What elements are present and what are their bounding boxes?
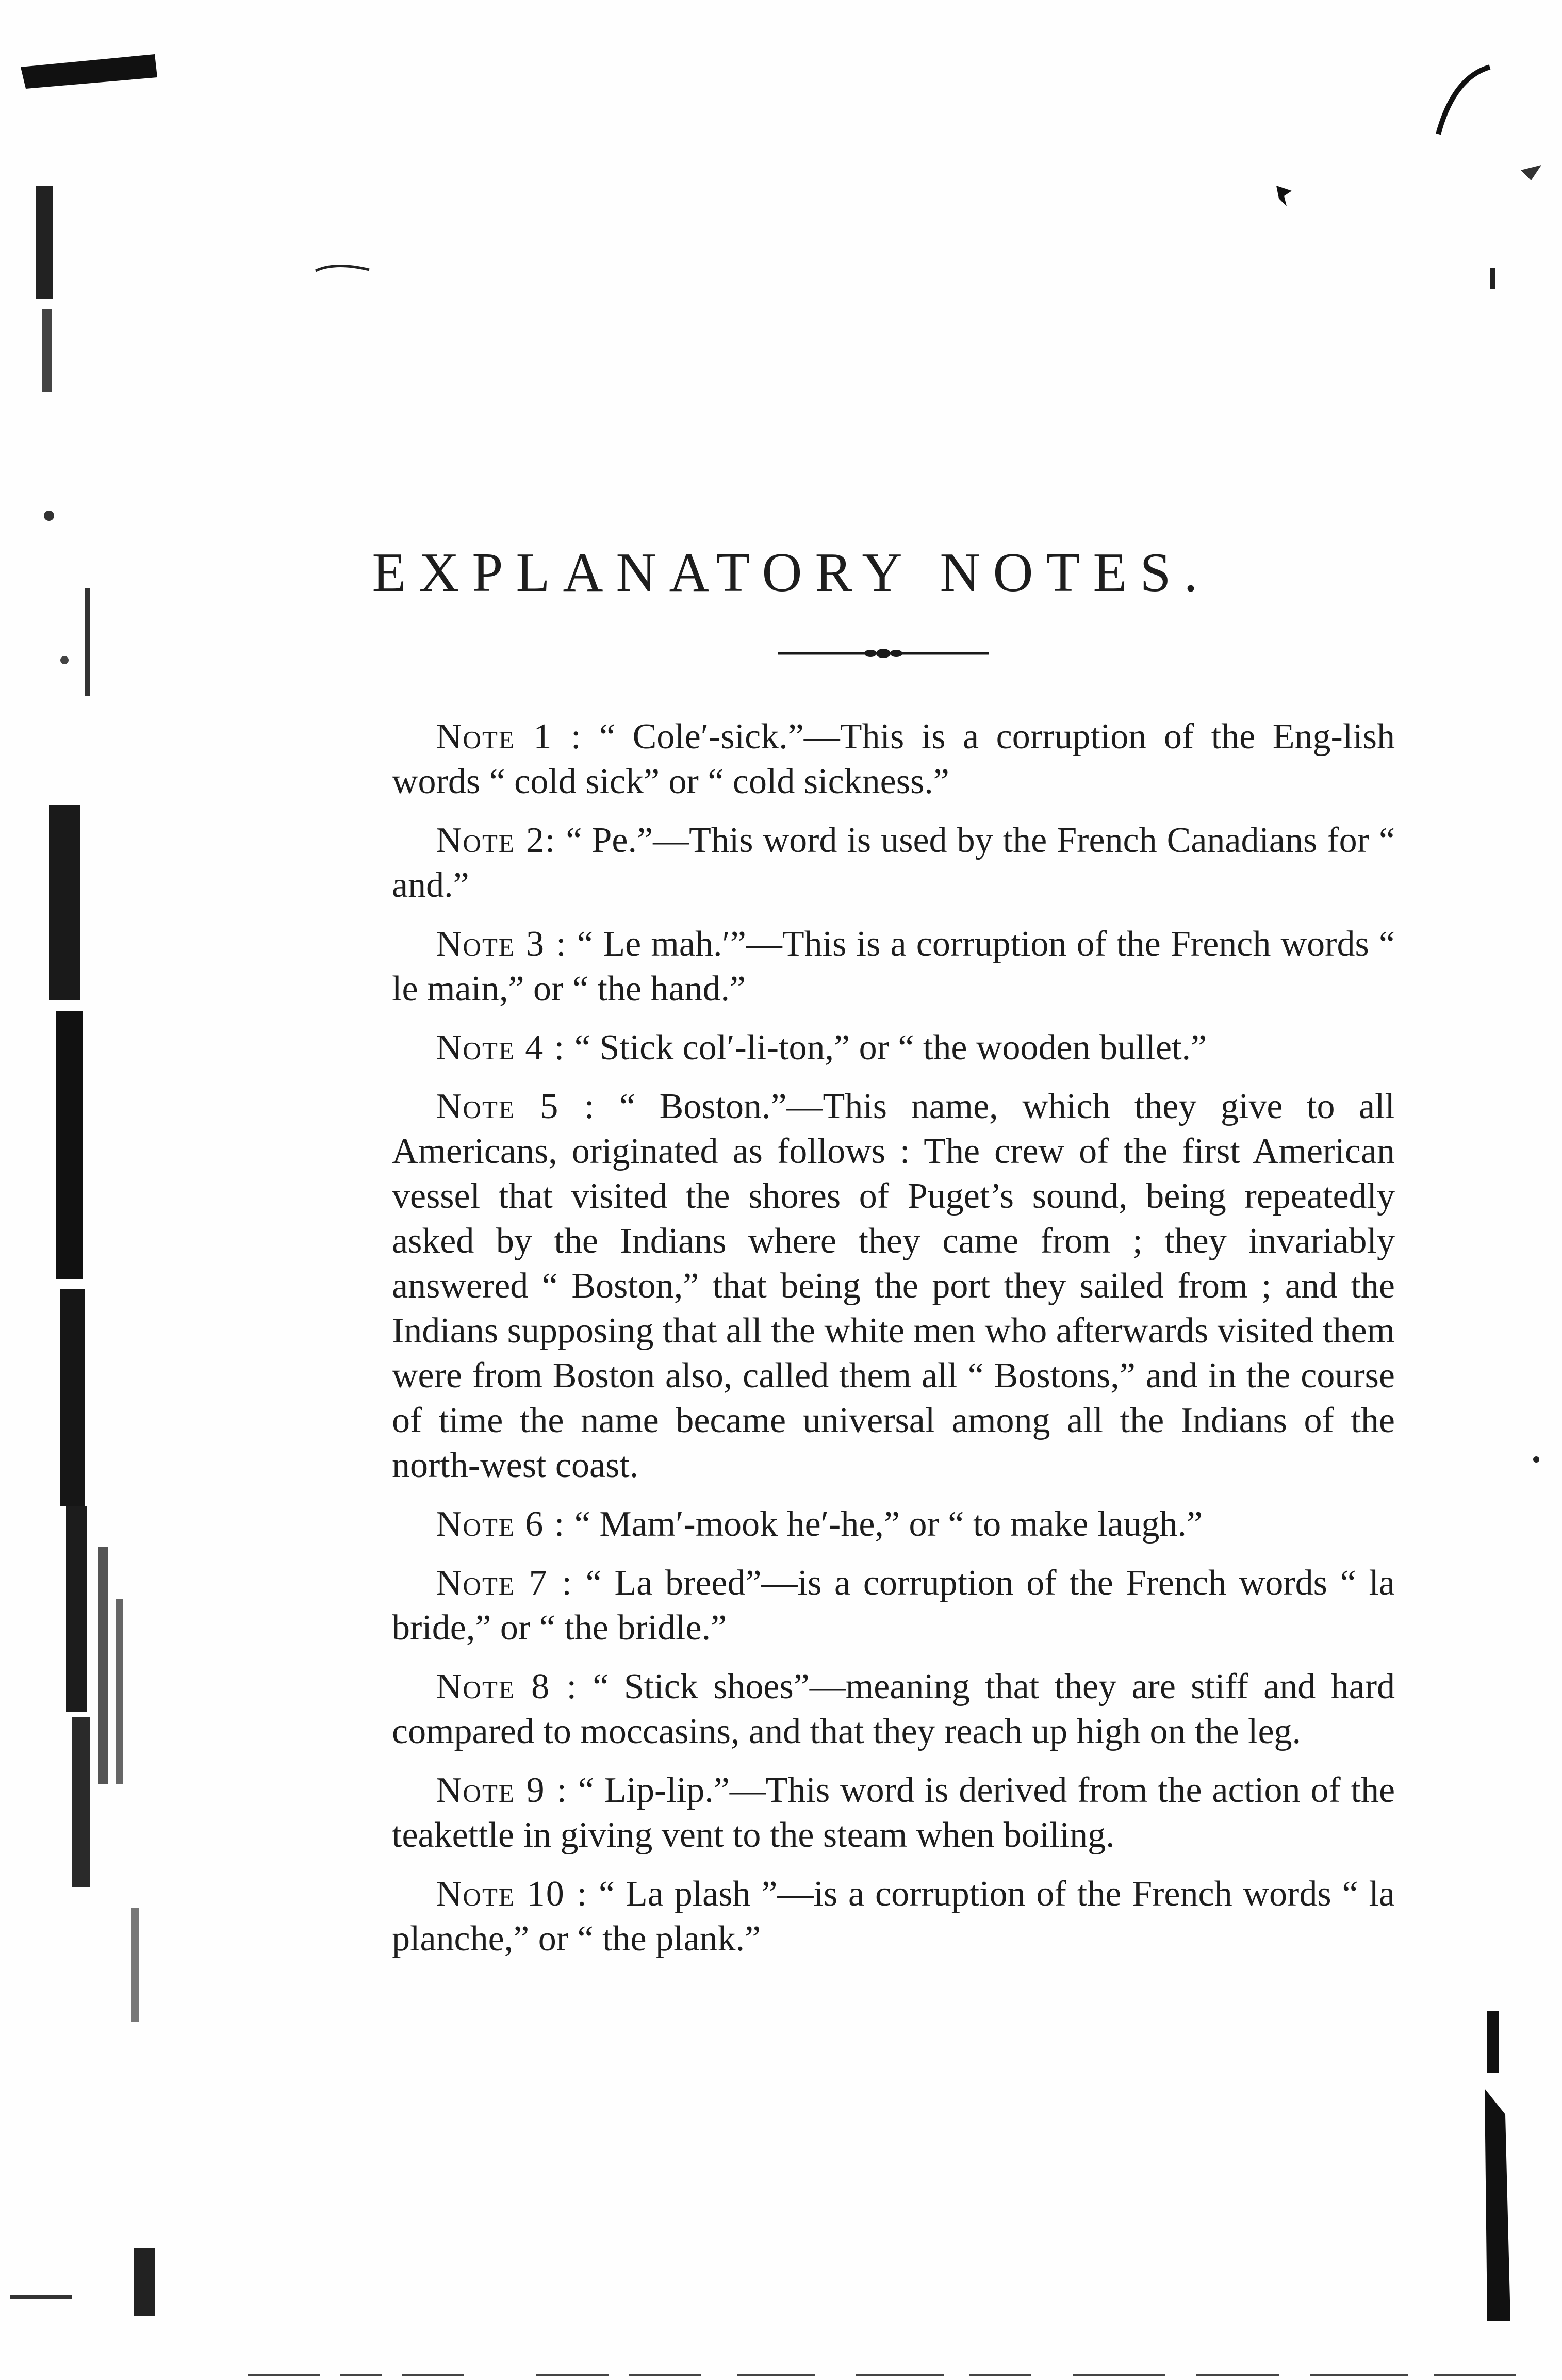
note-label: Note 8 : bbox=[436, 1667, 578, 1706]
note-item bbox=[392, 1025, 1395, 1070]
note-text: “ Mam′-mook he′-he,” or “ to make laugh.” bbox=[574, 1504, 1203, 1544]
note-item bbox=[392, 1502, 1395, 1547]
note-label: Note 5 : bbox=[436, 1087, 596, 1126]
scan-edge-bottom bbox=[248, 2372, 1562, 2377]
note-text: “ Stick col′-li-ton,” or “ the wooden bullet.” bbox=[574, 1028, 1207, 1068]
note-label: Note 9 : bbox=[436, 1770, 568, 1810]
note-label: Note 4 : bbox=[436, 1028, 566, 1068]
note-item bbox=[392, 714, 1395, 804]
note-label: Note 1 : bbox=[436, 717, 582, 757]
ornamental-divider bbox=[778, 647, 989, 660]
note-label: Note 2: bbox=[436, 820, 556, 860]
note-text: “ La plash ”—is a corruption of the French words “ la planche,” or “ the plank.” bbox=[392, 1874, 1395, 1959]
note-item bbox=[392, 1872, 1395, 1961]
note-item bbox=[392, 1768, 1395, 1858]
note-text: “ Boston.”—This name, which they give to all Americans, originated as follows : The crew of the first American vessel that visited the shores of Puget’s sound, being repeatedly asked by the Indians where they came from ; they invariably answered “ Boston,” that being the port they sailed from ; and the Indians supposing that all the white men who afterwards visited them were from Boston also, called them all “ Bostons,” and in the course of time the name became universal among all the Indians of the north-west coast. bbox=[392, 1087, 1395, 1485]
note-item bbox=[392, 1664, 1395, 1754]
note-text: “ Pe.”—This word is used by the French Canadians for “ and.” bbox=[392, 820, 1395, 905]
note-item bbox=[392, 1561, 1395, 1650]
note-label: Note 10 : bbox=[436, 1874, 588, 1914]
scan-noise-right bbox=[1428, 0, 1562, 2380]
ink-speck bbox=[1274, 183, 1294, 209]
note-label: Note 6 : bbox=[436, 1504, 566, 1544]
ink-stroke bbox=[315, 260, 371, 276]
note-text: “ Cole′-sick.”—This is a corruption of the Eng-lish words “ cold sick” or “ cold sickness.” bbox=[392, 717, 1395, 801]
scan-noise-left bbox=[0, 0, 186, 2380]
note-item bbox=[392, 922, 1395, 1011]
note-label: Note 3 : bbox=[436, 924, 567, 964]
note-item bbox=[392, 1084, 1395, 1488]
notes-list bbox=[392, 714, 1395, 1975]
note-text: “ La breed”—is a corruption of the French words “ la bride,” or “ the bridle.” bbox=[392, 1563, 1395, 1648]
note-text: “ Stick shoes”—meaning that they are stiff and hard compared to moccasins, and that they reach up high on the leg. bbox=[392, 1667, 1395, 1751]
page-title: EXPLANATORY NOTES. bbox=[372, 542, 1211, 604]
note-item bbox=[392, 818, 1395, 908]
note-text: “ Le mah.′”—This is a corruption of the French words “ le main,” or “ the hand.” bbox=[392, 924, 1395, 1009]
note-label: Note 7 : bbox=[436, 1563, 573, 1603]
note-text: “ Lip-lip.”—This word is derived from the action of the teakettle in giving vent to the steam when boiling. bbox=[392, 1770, 1395, 1855]
